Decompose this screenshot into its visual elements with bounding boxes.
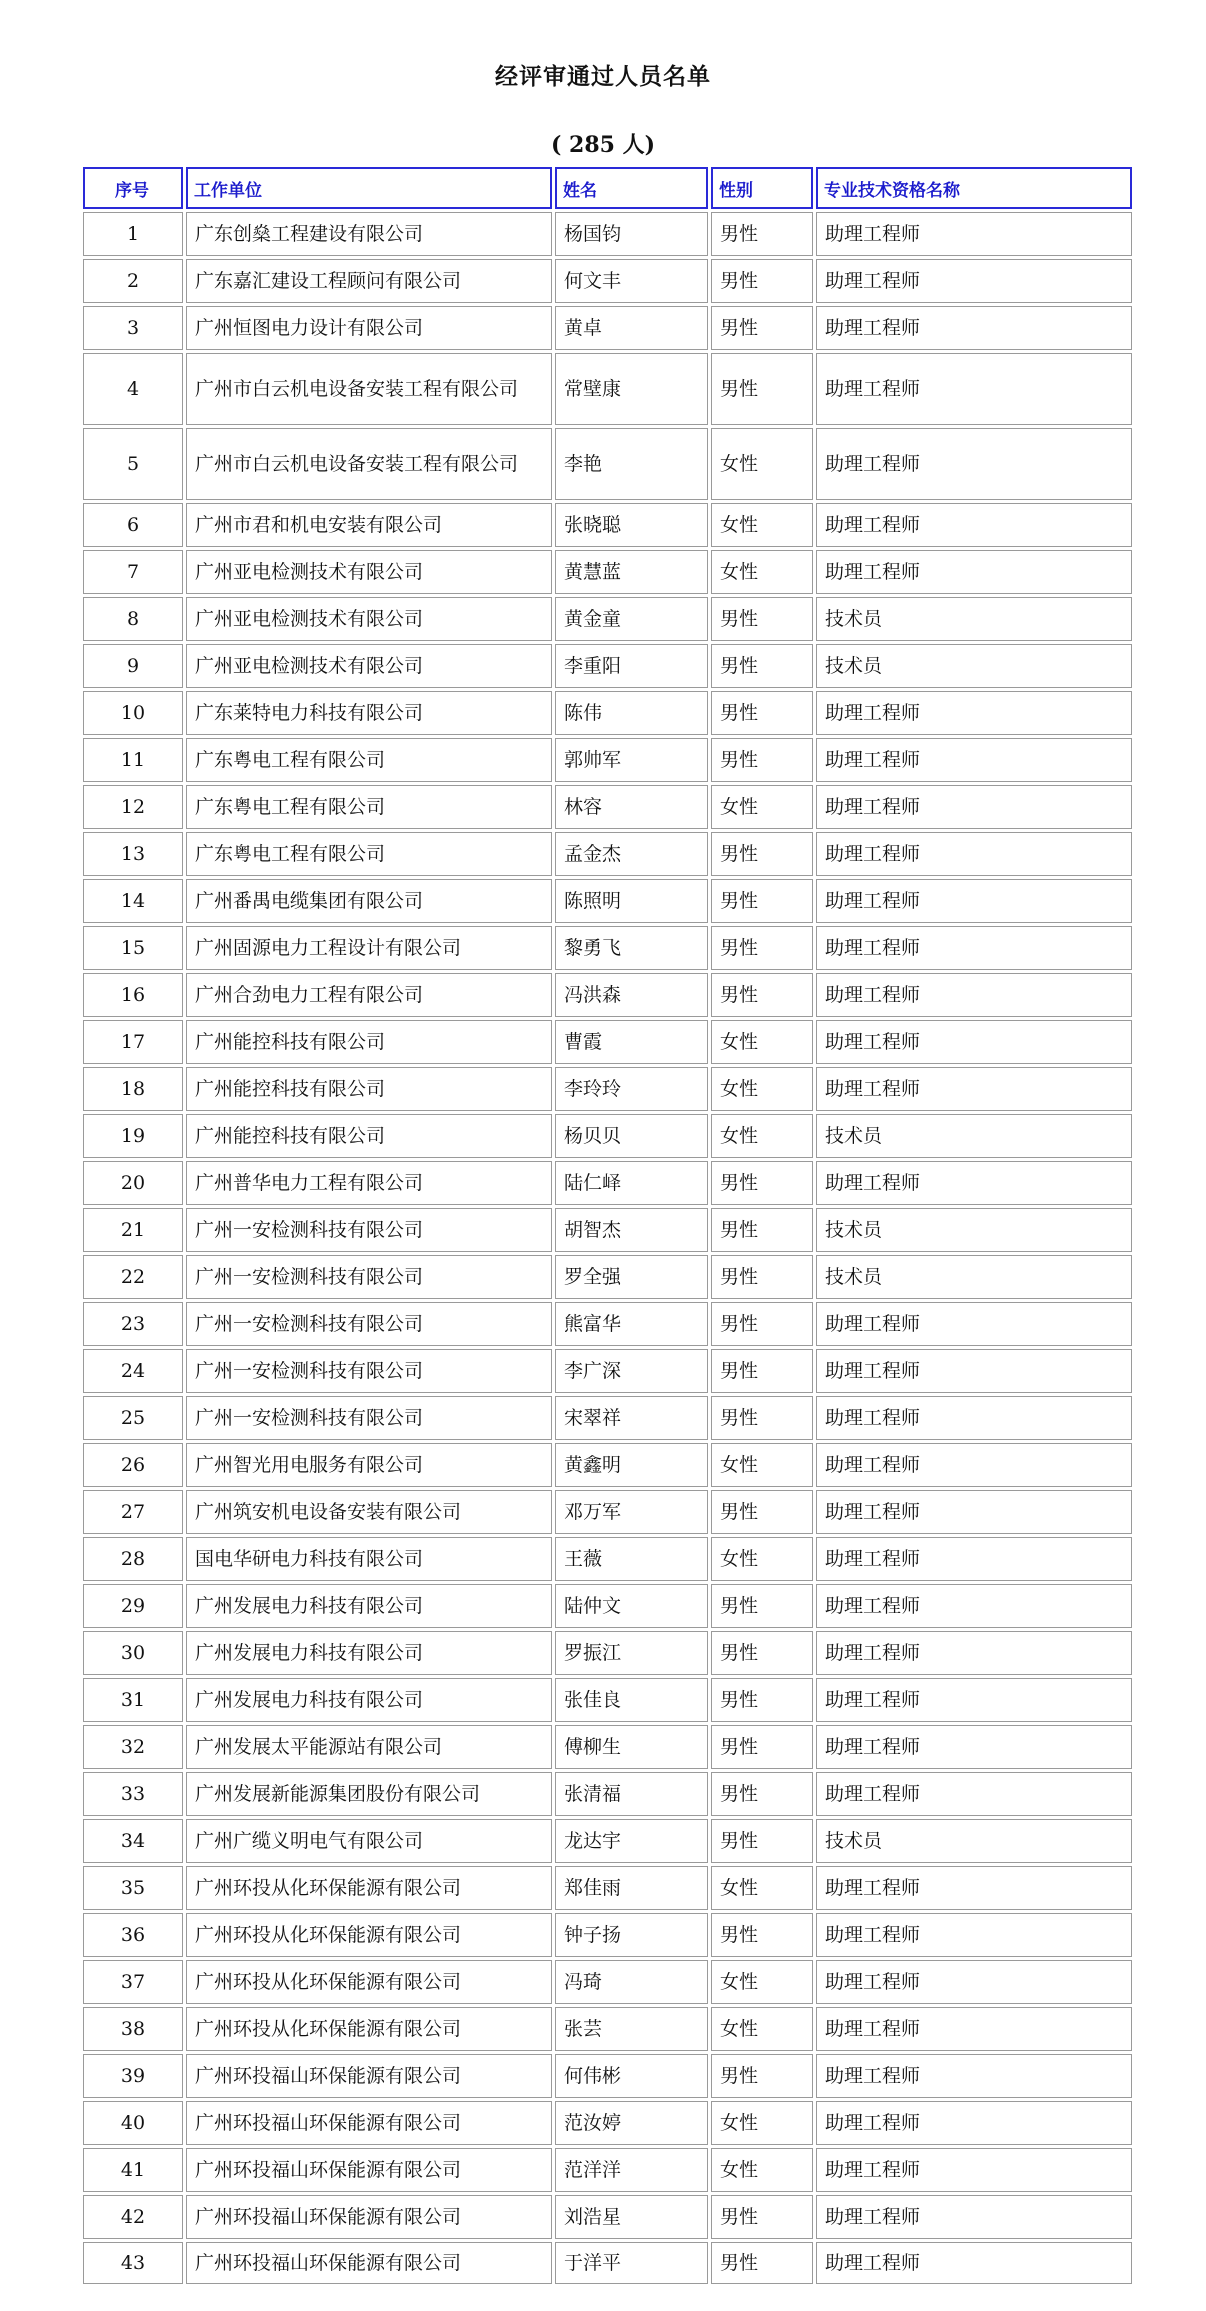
cell-unit: 广州发展电力科技有限公司 [186, 1631, 552, 1675]
cell-qualification: 技术员 [816, 1208, 1132, 1252]
table-row [83, 1819, 1132, 1863]
cell-name: 罗振江 [555, 1631, 708, 1675]
table-row [83, 2242, 1132, 2284]
cell-name: 黄慧蓝 [555, 550, 708, 594]
table-row [83, 1725, 1132, 1769]
cell-qualification: 助理工程师 [816, 212, 1132, 256]
cell-unit: 广州一安检测科技有限公司 [186, 1349, 552, 1393]
cell-gender: 男性 [711, 1772, 813, 1816]
cell-no: 7 [83, 550, 183, 594]
cell-qualification: 助理工程师 [816, 550, 1132, 594]
table-row [83, 1584, 1132, 1628]
cell-unit: 广州市白云机电设备安装工程有限公司 [186, 353, 552, 425]
table-row [83, 1255, 1132, 1299]
cell-gender: 男性 [711, 2054, 813, 2098]
cell-name: 刘浩星 [555, 2195, 708, 2239]
cell-gender: 男性 [711, 1161, 813, 1205]
header-gender: 性别 [711, 167, 813, 209]
cell-no: 24 [83, 1349, 183, 1393]
table-row [83, 259, 1132, 303]
cell-gender: 男性 [711, 2242, 813, 2284]
cell-unit: 广州普华电力工程有限公司 [186, 1161, 552, 1205]
cell-name: 邓万军 [555, 1490, 708, 1534]
cell-unit: 广州环投从化环保能源有限公司 [186, 1866, 552, 1910]
cell-gender: 女性 [711, 1114, 813, 1158]
cell-no: 32 [83, 1725, 183, 1769]
cell-gender: 女性 [711, 1866, 813, 1910]
cell-gender: 男性 [711, 1725, 813, 1769]
cell-no: 42 [83, 2195, 183, 2239]
cell-no: 3 [83, 306, 183, 350]
cell-qualification: 助理工程师 [816, 1537, 1132, 1581]
cell-name: 胡智杰 [555, 1208, 708, 1252]
cell-qualification: 助理工程师 [816, 1490, 1132, 1534]
cell-unit: 国电华研电力科技有限公司 [186, 1537, 552, 1581]
cell-gender: 男性 [711, 2195, 813, 2239]
cell-qualification: 技术员 [816, 597, 1132, 641]
cell-gender: 男性 [711, 832, 813, 876]
cell-no: 35 [83, 1866, 183, 1910]
cell-qualification: 助理工程师 [816, 306, 1132, 350]
cell-no: 26 [83, 1443, 183, 1487]
cell-name: 熊富华 [555, 1302, 708, 1346]
table-row [83, 1349, 1132, 1393]
cell-name: 张佳良 [555, 1678, 708, 1722]
cell-no: 14 [83, 879, 183, 923]
cell-qualification: 助理工程师 [816, 1020, 1132, 1064]
cell-qualification: 助理工程师 [816, 785, 1132, 829]
table-row [83, 2054, 1132, 2098]
cell-unit: 广州智光用电服务有限公司 [186, 1443, 552, 1487]
cell-name: 李广深 [555, 1349, 708, 1393]
table-row [83, 1208, 1132, 1252]
cell-unit: 广州番禺电缆集团有限公司 [186, 879, 552, 923]
cell-qualification: 技术员 [816, 1819, 1132, 1863]
cell-name: 陈伟 [555, 691, 708, 735]
cell-gender: 男性 [711, 353, 813, 425]
cell-name: 陆仲文 [555, 1584, 708, 1628]
cell-gender: 男性 [711, 973, 813, 1017]
cell-gender: 女性 [711, 1960, 813, 2004]
cell-name: 冯洪森 [555, 973, 708, 1017]
cell-name: 张芸 [555, 2007, 708, 2051]
cell-gender: 男性 [711, 306, 813, 350]
personnel-table [80, 164, 1135, 2287]
cell-qualification: 技术员 [816, 644, 1132, 688]
cell-no: 27 [83, 1490, 183, 1534]
cell-no: 18 [83, 1067, 183, 1111]
cell-name: 黄金童 [555, 597, 708, 641]
cell-no: 11 [83, 738, 183, 782]
cell-no: 6 [83, 503, 183, 547]
cell-gender: 女性 [711, 1537, 813, 1581]
cell-unit: 广州一安检测科技有限公司 [186, 1208, 552, 1252]
cell-qualification: 助理工程师 [816, 503, 1132, 547]
cell-qualification: 助理工程师 [816, 1631, 1132, 1675]
header-unit: 工作单位 [186, 167, 552, 209]
cell-qualification: 助理工程师 [816, 428, 1132, 500]
cell-no: 38 [83, 2007, 183, 2051]
cell-unit: 广州环投从化环保能源有限公司 [186, 2007, 552, 2051]
cell-no: 5 [83, 428, 183, 500]
cell-no: 8 [83, 597, 183, 641]
cell-no: 39 [83, 2054, 183, 2098]
cell-qualification: 助理工程师 [816, 259, 1132, 303]
cell-gender: 男性 [711, 738, 813, 782]
table-row [83, 1913, 1132, 1957]
cell-qualification: 助理工程师 [816, 1302, 1132, 1346]
cell-name: 冯琦 [555, 1960, 708, 2004]
cell-gender: 男性 [711, 1819, 813, 1863]
cell-unit: 广州恒图电力设计有限公司 [186, 306, 552, 350]
table-row [83, 2101, 1132, 2145]
cell-unit: 广州环投从化环保能源有限公司 [186, 1960, 552, 2004]
table-row [83, 1161, 1132, 1205]
cell-no: 21 [83, 1208, 183, 1252]
cell-unit: 广州环投从化环保能源有限公司 [186, 1913, 552, 1957]
table-row [83, 1678, 1132, 1722]
cell-name: 陈照明 [555, 879, 708, 923]
table-row [83, 2148, 1132, 2192]
cell-no: 34 [83, 1819, 183, 1863]
cell-gender: 男性 [711, 597, 813, 641]
cell-gender: 男性 [711, 1913, 813, 1957]
table-row [83, 1067, 1132, 1111]
table-row [83, 2195, 1132, 2239]
table-row [83, 1490, 1132, 1534]
cell-no: 15 [83, 926, 183, 970]
cell-gender: 男性 [711, 644, 813, 688]
cell-gender: 女性 [711, 550, 813, 594]
cell-qualification: 助理工程师 [816, 973, 1132, 1017]
cell-name: 王薇 [555, 1537, 708, 1581]
cell-unit: 广州筑安机电设备安装有限公司 [186, 1490, 552, 1534]
cell-unit: 广州市君和机电安装有限公司 [186, 503, 552, 547]
cell-unit: 广州合劲电力工程有限公司 [186, 973, 552, 1017]
table-row [83, 1114, 1132, 1158]
cell-no: 17 [83, 1020, 183, 1064]
cell-name: 何文丰 [555, 259, 708, 303]
cell-no: 36 [83, 1913, 183, 1957]
cell-gender: 男性 [711, 1208, 813, 1252]
cell-unit: 广东嘉汇建设工程顾问有限公司 [186, 259, 552, 303]
table-row [83, 306, 1132, 350]
cell-no: 43 [83, 2242, 183, 2284]
cell-qualification: 助理工程师 [816, 2242, 1132, 2284]
cell-no: 30 [83, 1631, 183, 1675]
cell-gender: 女性 [711, 1020, 813, 1064]
cell-gender: 女性 [711, 1067, 813, 1111]
cell-name: 李玲玲 [555, 1067, 708, 1111]
cell-qualification: 助理工程师 [816, 1349, 1132, 1393]
table-row [83, 503, 1132, 547]
table-row [83, 1960, 1132, 2004]
cell-no: 4 [83, 353, 183, 425]
cell-name: 宋翠祥 [555, 1396, 708, 1440]
cell-unit: 广州亚电检测技术有限公司 [186, 550, 552, 594]
cell-gender: 男性 [711, 1631, 813, 1675]
table-row [83, 550, 1132, 594]
cell-no: 19 [83, 1114, 183, 1158]
cell-name: 钟子扬 [555, 1913, 708, 1957]
cell-gender: 男性 [711, 1302, 813, 1346]
cell-qualification: 助理工程师 [816, 1396, 1132, 1440]
table-row [83, 2007, 1132, 2051]
cell-gender: 男性 [711, 1349, 813, 1393]
header-name: 姓名 [555, 167, 708, 209]
cell-no: 12 [83, 785, 183, 829]
cell-no: 13 [83, 832, 183, 876]
cell-no: 10 [83, 691, 183, 735]
cell-no: 20 [83, 1161, 183, 1205]
cell-name: 范汝婷 [555, 2101, 708, 2145]
cell-qualification: 助理工程师 [816, 1443, 1132, 1487]
cell-no: 1 [83, 212, 183, 256]
cell-no: 25 [83, 1396, 183, 1440]
table-row [83, 973, 1132, 1017]
cell-name: 黄鑫明 [555, 1443, 708, 1487]
cell-gender: 男性 [711, 926, 813, 970]
cell-gender: 男性 [711, 879, 813, 923]
cell-unit: 广州发展电力科技有限公司 [186, 1584, 552, 1628]
cell-qualification: 助理工程师 [816, 1161, 1132, 1205]
cell-unit: 广州能控科技有限公司 [186, 1067, 552, 1111]
table-row [83, 1443, 1132, 1487]
table-row [83, 785, 1132, 829]
cell-name: 范洋洋 [555, 2148, 708, 2192]
cell-name: 龙达宇 [555, 1819, 708, 1863]
table-row [83, 212, 1132, 256]
cell-gender: 女性 [711, 1443, 813, 1487]
cell-no: 28 [83, 1537, 183, 1581]
cell-name: 于洋平 [555, 2242, 708, 2284]
cell-no: 29 [83, 1584, 183, 1628]
cell-qualification: 助理工程师 [816, 2195, 1132, 2239]
cell-no: 33 [83, 1772, 183, 1816]
cell-no: 9 [83, 644, 183, 688]
cell-qualification: 助理工程师 [816, 1772, 1132, 1816]
cell-name: 黎勇飞 [555, 926, 708, 970]
table-row [83, 644, 1132, 688]
table-header-row [83, 167, 1132, 209]
cell-gender: 女性 [711, 503, 813, 547]
table-row [83, 1537, 1132, 1581]
cell-no: 41 [83, 2148, 183, 2192]
cell-name: 杨国钧 [555, 212, 708, 256]
table-row [83, 1020, 1132, 1064]
cell-name: 罗全强 [555, 1255, 708, 1299]
table-row [83, 738, 1132, 782]
cell-gender: 男性 [711, 1396, 813, 1440]
cell-unit: 广东创燊工程建设有限公司 [186, 212, 552, 256]
cell-gender: 男性 [711, 1490, 813, 1534]
cell-qualification: 助理工程师 [816, 2007, 1132, 2051]
cell-gender: 女性 [711, 428, 813, 500]
cell-unit: 广州亚电检测技术有限公司 [186, 644, 552, 688]
cell-qualification: 助理工程师 [816, 1678, 1132, 1722]
cell-no: 22 [83, 1255, 183, 1299]
cell-qualification: 助理工程师 [816, 691, 1132, 735]
cell-qualification: 技术员 [816, 1255, 1132, 1299]
cell-gender: 男性 [711, 259, 813, 303]
table-row [83, 428, 1132, 500]
cell-unit: 广州一安检测科技有限公司 [186, 1396, 552, 1440]
cell-unit: 广州环投福山环保能源有限公司 [186, 2148, 552, 2192]
table-row [83, 353, 1132, 425]
cell-unit: 广州广缆义明电气有限公司 [186, 1819, 552, 1863]
cell-unit: 广州发展太平能源站有限公司 [186, 1725, 552, 1769]
table-row [83, 597, 1132, 641]
cell-unit: 广州发展电力科技有限公司 [186, 1678, 552, 1722]
cell-qualification: 助理工程师 [816, 2148, 1132, 2192]
header-qualification: 专业技术资格名称 [816, 167, 1132, 209]
cell-qualification: 助理工程师 [816, 738, 1132, 782]
cell-qualification: 助理工程师 [816, 1866, 1132, 1910]
cell-unit: 广州发展新能源集团股份有限公司 [186, 1772, 552, 1816]
cell-name: 李艳 [555, 428, 708, 500]
cell-gender: 男性 [711, 1255, 813, 1299]
cell-qualification: 助理工程师 [816, 1584, 1132, 1628]
cell-name: 杨贝贝 [555, 1114, 708, 1158]
cell-no: 37 [83, 1960, 183, 2004]
cell-unit: 广州亚电检测技术有限公司 [186, 597, 552, 641]
cell-unit: 广州一安检测科技有限公司 [186, 1255, 552, 1299]
cell-gender: 男性 [711, 212, 813, 256]
cell-qualification: 助理工程师 [816, 1960, 1132, 2004]
cell-name: 曹霞 [555, 1020, 708, 1064]
cell-name: 黄卓 [555, 306, 708, 350]
cell-gender: 女性 [711, 2101, 813, 2145]
cell-name: 郑佳雨 [555, 1866, 708, 1910]
cell-name: 常壁康 [555, 353, 708, 425]
table-body [83, 212, 1132, 2284]
cell-unit: 广州环投福山环保能源有限公司 [186, 2242, 552, 2284]
table-row [83, 1772, 1132, 1816]
cell-gender: 男性 [711, 691, 813, 735]
cell-qualification: 助理工程师 [816, 1913, 1132, 1957]
cell-unit: 广州固源电力工程设计有限公司 [186, 926, 552, 970]
cell-unit: 广东粤电工程有限公司 [186, 832, 552, 876]
cell-qualification: 技术员 [816, 1114, 1132, 1158]
cell-name: 孟金杰 [555, 832, 708, 876]
table-row [83, 691, 1132, 735]
cell-no: 31 [83, 1678, 183, 1722]
table-row [83, 1396, 1132, 1440]
cell-gender: 女性 [711, 2007, 813, 2051]
cell-qualification: 助理工程师 [816, 353, 1132, 425]
cell-name: 张晓聪 [555, 503, 708, 547]
cell-name: 郭帅军 [555, 738, 708, 782]
cell-unit: 广东莱特电力科技有限公司 [186, 691, 552, 735]
cell-unit: 广东粤电工程有限公司 [186, 738, 552, 782]
cell-name: 傅柳生 [555, 1725, 708, 1769]
cell-name: 李重阳 [555, 644, 708, 688]
table-row [83, 1302, 1132, 1346]
table-row [83, 926, 1132, 970]
cell-name: 林容 [555, 785, 708, 829]
cell-qualification: 助理工程师 [816, 879, 1132, 923]
person-count: ( 285 人) [550, 132, 656, 158]
page-title: 经评审通过人员名单 [495, 64, 711, 90]
cell-gender: 男性 [711, 1584, 813, 1628]
cell-gender: 女性 [711, 785, 813, 829]
table-row [83, 1631, 1132, 1675]
header-no: 序号 [83, 167, 183, 209]
cell-unit: 广州一安检测科技有限公司 [186, 1302, 552, 1346]
cell-qualification: 助理工程师 [816, 1725, 1132, 1769]
cell-qualification: 助理工程师 [816, 1067, 1132, 1111]
cell-qualification: 助理工程师 [816, 2054, 1132, 2098]
table-row [83, 879, 1132, 923]
cell-no: 23 [83, 1302, 183, 1346]
cell-name: 张清福 [555, 1772, 708, 1816]
cell-unit: 广州环投福山环保能源有限公司 [186, 2195, 552, 2239]
table-row [83, 1866, 1132, 1910]
cell-qualification: 助理工程师 [816, 926, 1132, 970]
table-row [83, 832, 1132, 876]
cell-unit: 广州能控科技有限公司 [186, 1020, 552, 1064]
cell-unit: 广州环投福山环保能源有限公司 [186, 2054, 552, 2098]
cell-unit: 广州环投福山环保能源有限公司 [186, 2101, 552, 2145]
cell-no: 40 [83, 2101, 183, 2145]
cell-unit: 广州能控科技有限公司 [186, 1114, 552, 1158]
cell-name: 何伟彬 [555, 2054, 708, 2098]
cell-no: 2 [83, 259, 183, 303]
cell-no: 16 [83, 973, 183, 1017]
cell-unit: 广东粤电工程有限公司 [186, 785, 552, 829]
cell-gender: 女性 [711, 2148, 813, 2192]
cell-qualification: 助理工程师 [816, 832, 1132, 876]
cell-unit: 广州市白云机电设备安装工程有限公司 [186, 428, 552, 500]
cell-qualification: 助理工程师 [816, 2101, 1132, 2145]
cell-gender: 男性 [711, 1678, 813, 1722]
cell-name: 陆仁峄 [555, 1161, 708, 1205]
